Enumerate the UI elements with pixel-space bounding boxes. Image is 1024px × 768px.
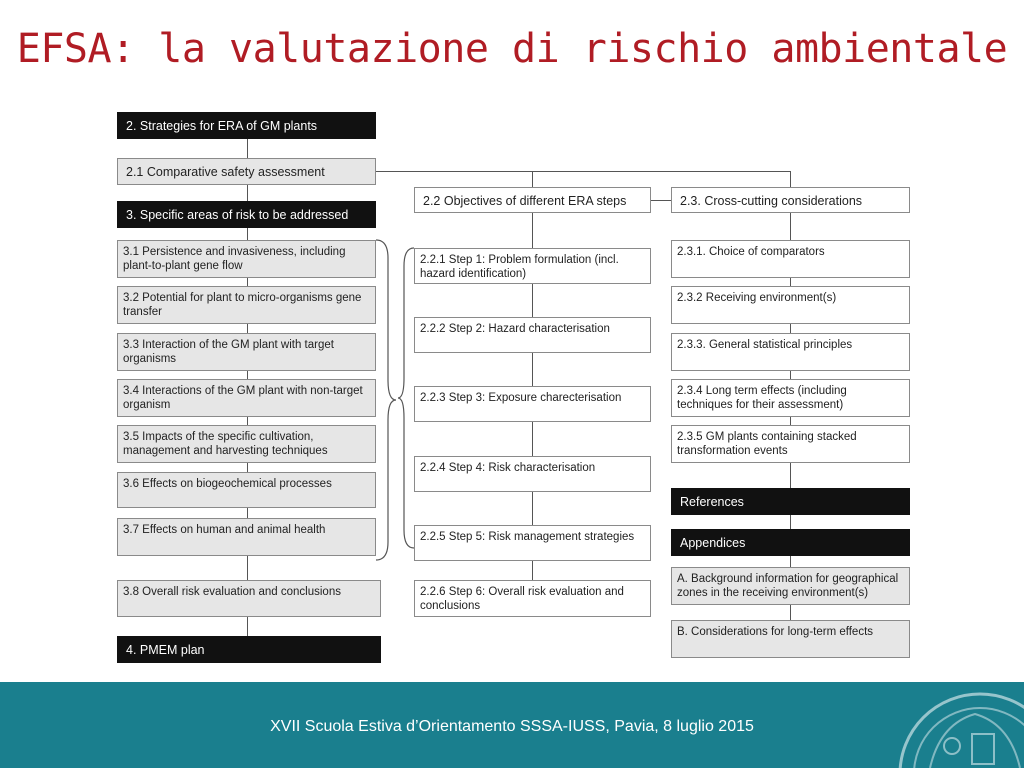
box-appendix-b: B. Considerations for long-term effects	[671, 620, 910, 658]
box-step2-hazard: 2.2.2 Step 2: Hazard characterisation	[414, 317, 651, 353]
box-cross-cutting: 2.3. Cross-cutting considerations	[671, 187, 910, 213]
box-step4-risk: 2.2.4 Step 4: Risk characterisation	[414, 456, 651, 492]
box-stacked-events: 2.3.5 GM plants containing stacked transformation events	[671, 425, 910, 463]
box-persistence-invasiveness: 3.1 Persistence and invasiveness, including plant-to-plant gene flow	[117, 240, 376, 278]
connector-drop-col3	[790, 171, 791, 187]
box-target-organisms: 3.3 Interaction of the GM plant with target organisms	[117, 333, 376, 371]
box-step6-overall: 2.2.6 Step 6: Overall risk evaluation and conclusions	[414, 580, 651, 617]
box-references: References	[671, 488, 910, 515]
brace-right	[398, 248, 414, 548]
university-seal-icon	[880, 684, 1024, 768]
connector-top	[376, 171, 790, 172]
box-overall-risk-col1: 3.8 Overall risk evaluation and conclusions	[117, 580, 381, 617]
box-statistical-principles: 2.3.3. General statistical principles	[671, 333, 910, 371]
box-specific-areas-risk: 3. Specific areas of risk to be addressed	[117, 201, 376, 228]
box-comparative-safety: 2.1 Comparative safety assessment	[117, 158, 376, 185]
box-receiving-environment: 2.3.2 Receiving environment(s)	[671, 286, 910, 324]
box-choice-comparators: 2.3.1. Choice of comparators	[671, 240, 910, 278]
box-non-target-organisms: 3.4 Interactions of the GM plant with non-target organism	[117, 379, 376, 417]
box-objectives-era-steps: 2.2 Objectives of different ERA steps	[414, 187, 651, 213]
footer-text: XVII Scuola Estiva d’Orientamento SSSA-IUSS, Pavia, 8 luglio 2015	[270, 718, 754, 735]
box-appendices: Appendices	[671, 529, 910, 556]
box-appendix-a: A. Background information for geographical zones in the receiving environment(s)	[671, 567, 910, 605]
box-step3-exposure: 2.2.3 Step 3: Exposure charecterisation	[414, 386, 651, 422]
box-long-term-effects: 2.3.4 Long term effects (including techniques for their assessment)	[671, 379, 910, 417]
box-cultivation-impacts: 3.5 Impacts of the specific cultivation, management and harvesting techniques	[117, 425, 376, 463]
box-step1-problem: 2.2.1 Step 1: Problem formulation (incl. hazard identification)	[414, 248, 651, 284]
box-biogeochemical: 3.6 Effects on biogeochemical processes	[117, 472, 376, 508]
connector-drop-col2	[532, 171, 533, 187]
box-pmem-plan: 4. PMEM plan	[117, 636, 381, 663]
slide-title: EFSA: la valutazione di rischio ambientale	[16, 26, 1008, 72]
box-human-animal-health: 3.7 Effects on human and animal health	[117, 518, 376, 556]
brace-left	[376, 240, 396, 560]
connector-col2-col3	[651, 200, 671, 201]
box-gene-transfer: 3.2 Potential for plant to micro-organisms gene transfer	[117, 286, 376, 324]
box-step5-management: 2.2.5 Step 5: Risk management strategies	[414, 525, 651, 561]
box-strategies-era: 2. Strategies for ERA of GM plants	[117, 112, 376, 139]
